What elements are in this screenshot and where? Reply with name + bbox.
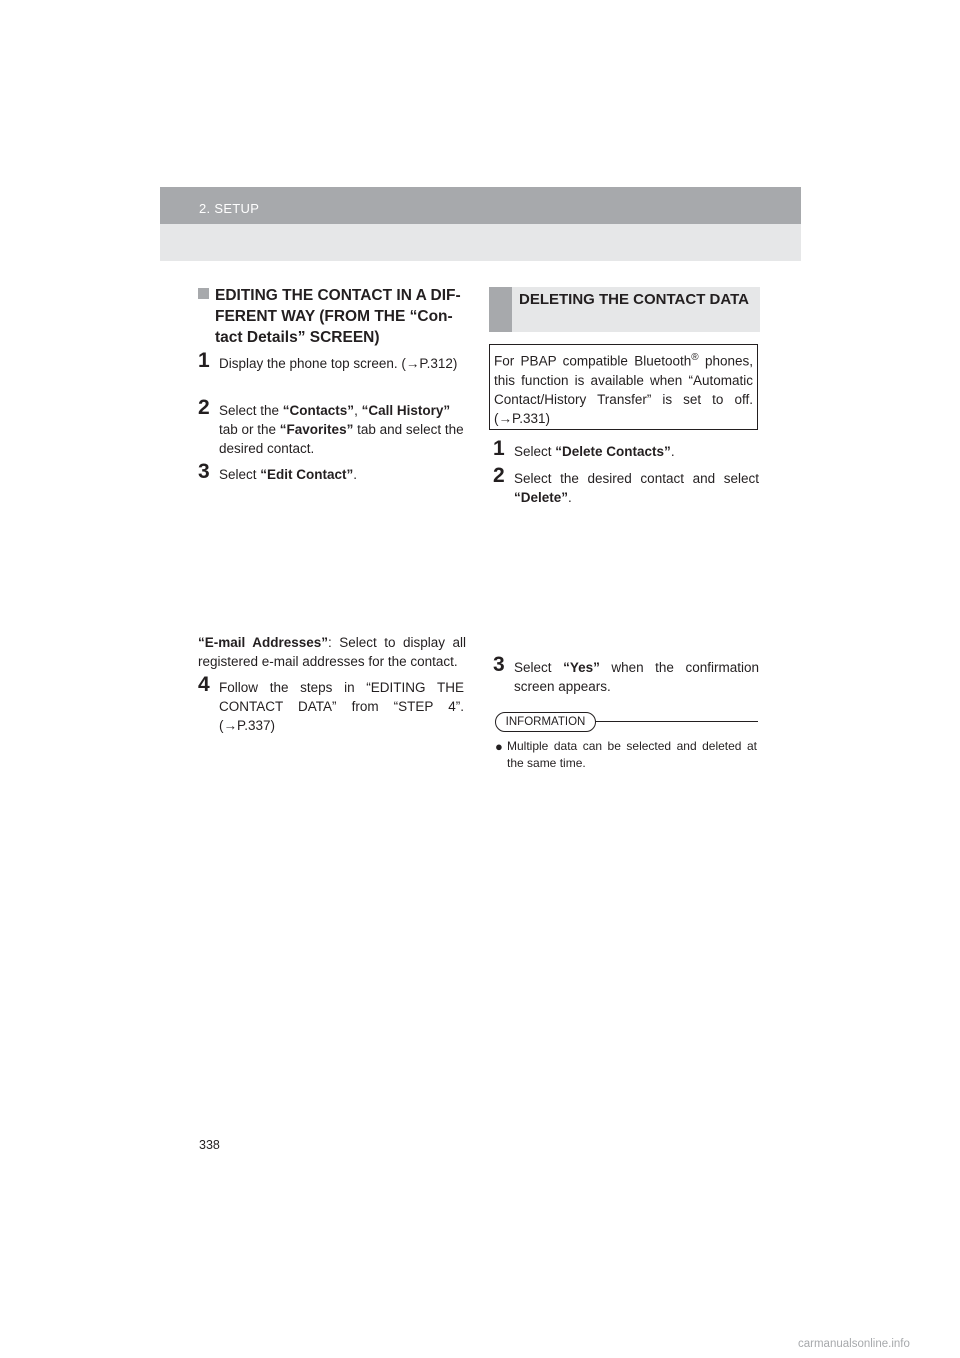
- step-2: 2 Select the “Contacts”, “Call History” tab or the “Favorites” tab and select the desired contact.: [198, 396, 464, 456]
- delete-step-3: 3 Select “Yes” when the confirmation screen appears.: [493, 653, 759, 694]
- subsection-heading-text: EDITING THE CONTACT IN A DIF-FERENT WAY (FROM THE “Con-tact Details” SCREEN): [215, 287, 461, 346]
- information-divider: [595, 721, 758, 722]
- pbap-note: For PBAP compatible Bluetooth® phones, this function is available when “Automatic Contact/History Transfer” is set to off. (→P.331): [489, 344, 758, 430]
- step-1: 1 Display the phone top screen. (→P.312): [198, 349, 458, 372]
- header-subbar: [160, 224, 801, 261]
- information-label: INFORMATION: [495, 712, 596, 732]
- bullet-icon: ●: [495, 739, 503, 754]
- watermark: carmanualsonline.info: [798, 1338, 910, 1350]
- step-4: 4 Follow the steps in “EDITING THE CONTACT DATA” from “STEP 4”. (→P.337): [198, 673, 464, 733]
- delete-step-2: 2 Select the desired contact and select “Delete”.: [493, 464, 759, 505]
- delete-step-1: 1 Select “Delete Contacts”.: [493, 437, 675, 460]
- section-title: 2. SETUP: [199, 201, 260, 216]
- section-heading-box: [489, 287, 760, 332]
- page-number: 338: [199, 1138, 220, 1152]
- step-3: 3 Select “Edit Contact”.: [198, 460, 358, 483]
- subsection-heading: [198, 285, 470, 348]
- section-heading: DELETING THE CONTACT DATA: [519, 291, 749, 308]
- email-addresses-description: “E-mail Addresses”: Select to display all registered e-mail addresses for the contact.: [198, 635, 466, 669]
- square-bullet-icon: [198, 288, 209, 299]
- information-item: ● Multiple data can be selected and deleted at the same time.: [495, 739, 757, 770]
- heading-accent-bar: [489, 287, 512, 332]
